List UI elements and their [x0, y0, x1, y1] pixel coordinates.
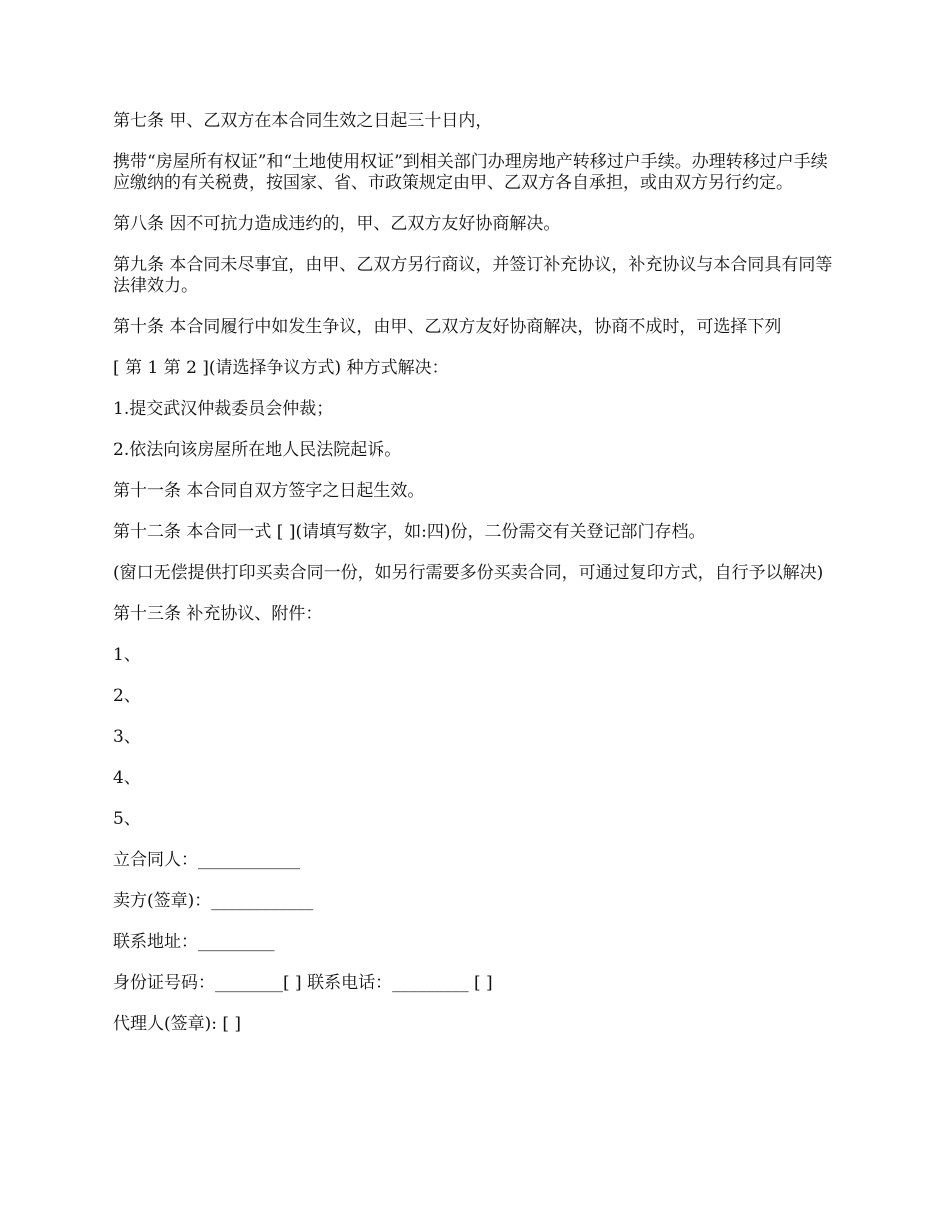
article-12-paragraph: 第十二条 本合同一式 [ ](请填写数字，如:四)份，二份需交有关登记部门存档。 [113, 522, 706, 542]
article-8-paragraph: 第八条 因不可抗力造成违约的，甲、乙双方友好协商解决。 [113, 214, 561, 234]
attachment-item: 1、 [113, 645, 141, 665]
agent-signature-line: 代理人(签章): [ ] [113, 1014, 242, 1034]
transfer-procedure-paragraph: 携带“房屋所有权证”和“土地使用权证”到相关部门办理房地产转移过户手续。办理转移过户手续应缴纳的有关税费，按国家、省、市政策规定由甲、乙双方各自承担，或由双方另行约定。 [113, 152, 828, 193]
contract-page [113, 111, 843, 1055]
article-7-paragraph: 第七条 甲、乙双方在本合同生效之日起三十日内， [113, 111, 493, 131]
seller-signature-line: 卖方(签章)：____________ [113, 891, 314, 911]
dispute-method-paragraph: [ 第 1 第 2 ](请选择争议方式) 种方式解决： [113, 358, 449, 378]
contact-address-line: 联系地址：_________ [113, 932, 275, 952]
contracting-party-line: 立合同人：____________ [113, 850, 300, 870]
article-9-paragraph: 第九条 本合同未尽事宜，由甲、乙双方另行商议，并签订补充协议，补充协议与本合同具有同等法律效力。 [113, 255, 833, 296]
court-option: 2.依法向该房屋所在地人民法院起诉。 [113, 440, 402, 460]
article-13-paragraph: 第十三条 补充协议、附件： [113, 604, 323, 624]
arbitration-option: 1.提交武汉仲裁委员会仲裁； [113, 399, 334, 419]
attachment-item: 4、 [113, 768, 141, 788]
article-11-paragraph: 第十一条 本合同自双方签字之日起生效。 [113, 481, 425, 501]
attachment-item: 3、 [113, 727, 141, 747]
copy-note-paragraph: (窗口无偿提供打印买卖合同一份，如另行需要多份买卖合同，可通过复印方式，自行予以解决) [113, 563, 824, 583]
id-and-phone-line: 身份证号码：________[ ] 联系电话：_________ [ ] [113, 973, 493, 993]
article-10-paragraph: 第十条 本合同履行中如发生争议，由甲、乙双方友好协商解决，协商不成时，可选择下列 [113, 317, 782, 337]
attachment-item: 5、 [113, 809, 141, 829]
attachment-item: 2、 [113, 686, 141, 706]
